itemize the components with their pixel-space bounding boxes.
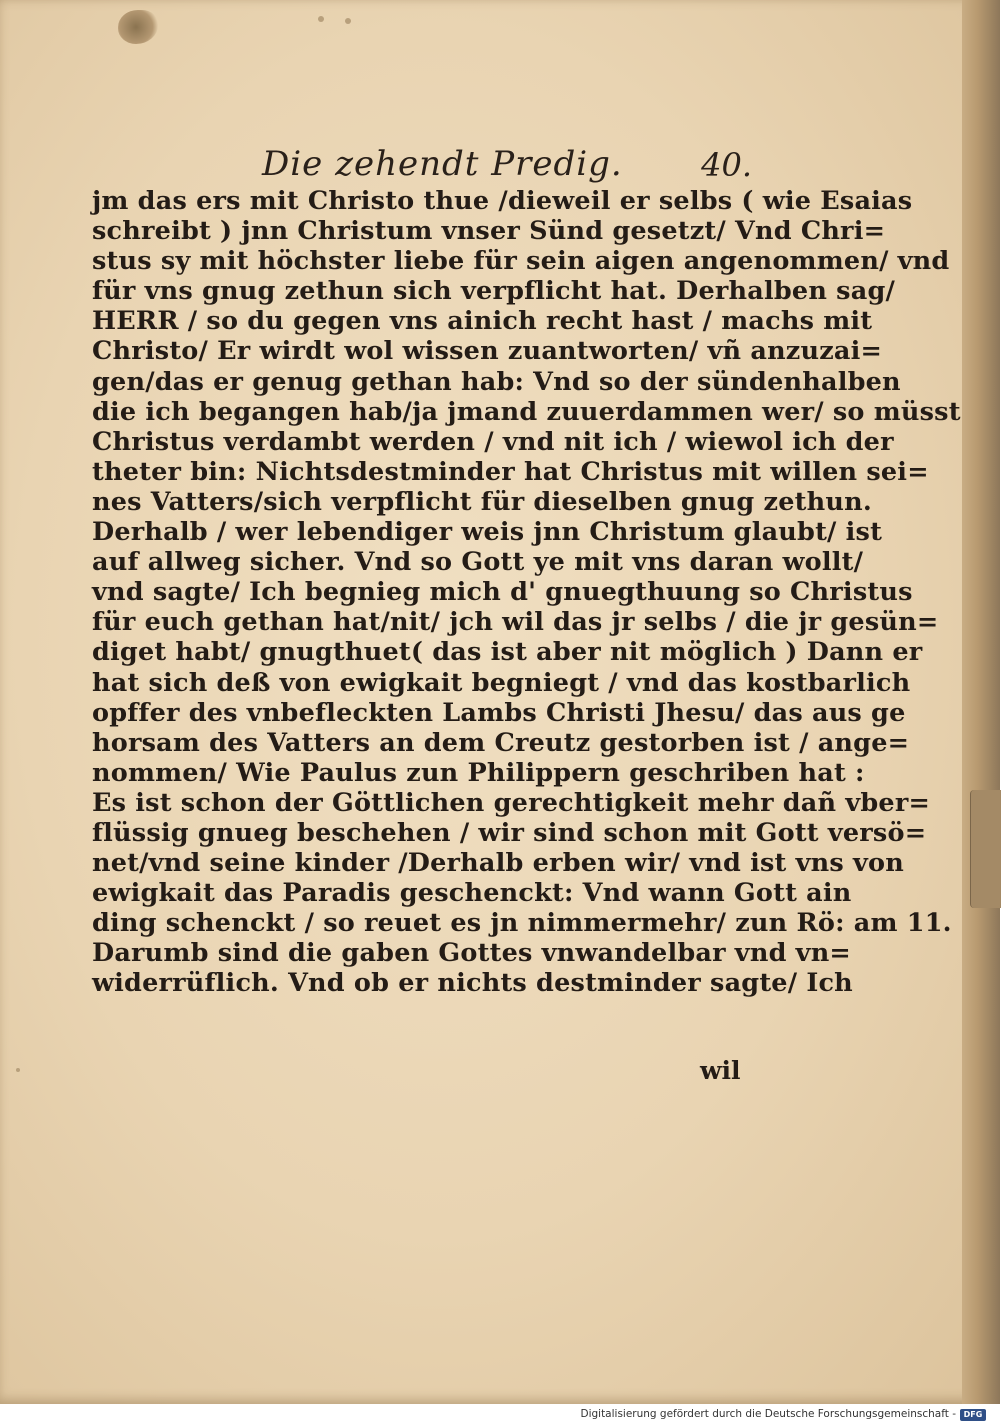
text-line: Es ist schon der Göttlichen gerechtigkeit mehr dañ vber=	[92, 787, 931, 818]
catchword: wil	[700, 1056, 741, 1085]
text-line: jm das ers mit Christo thue /dieweil er selbs ( wie Esaias	[92, 186, 913, 216]
text-line: Christus verdambt werden / vnd nit ich / wiewol ich der	[92, 426, 894, 457]
text-line: für euch gethan hat/nit/ jch wil das jr selbs / die jr gesün=	[92, 607, 939, 638]
text-line: auf allweg sicher. Vnd so Gott ye mit vns daran wollt/	[92, 547, 864, 578]
ink-dot	[318, 16, 324, 22]
text-line: flüssig gnueg beschehen / wir sind schon mit Gott versö=	[92, 817, 927, 848]
text-line: vnd sagte/ Ich begnieg mich d' gnuegthuung so Christus	[92, 577, 913, 608]
text-line: nommen/ Wie Paulus zun Philippern geschriben hat :	[92, 757, 865, 788]
text-line: theter bin: Nichtsdestminder hat Christus mit willen sei=	[92, 456, 929, 487]
text-line: Christo/ Er wirdt wol wissen zuantworten/ vñ anzuzai=	[92, 336, 883, 367]
text-line: Derhalb / wer lebendiger weis jnn Christum glaubt/ ist	[92, 517, 883, 548]
dfg-logo: DFG	[960, 1409, 986, 1421]
text-line: gen/das er genug gethan hab: Vnd so der sündenhalben	[92, 366, 901, 397]
body-text	[92, 186, 961, 999]
text-line: horsam des Vatters an dem Creutz gestorben ist / ange=	[92, 727, 910, 758]
text-line: stus sy mit höchster liebe für sein aigen angenommen/ vnd	[92, 246, 950, 277]
text-line: ewigkait das Paradis geschenckt: Vnd wann Gott ain	[92, 878, 852, 909]
running-header	[262, 132, 752, 184]
text-line: für vns gnug zethun sich verpflicht hat. Derhalben sag/	[92, 276, 895, 307]
text-line: schreibt ) jnn Christum vnser Sünd gesetzt/ Vnd Chri=	[92, 216, 886, 247]
text-line: diget habt/ gnugthuet( das ist aber nit möglich ) Dann er	[92, 637, 923, 668]
text-line: Darumb sind die gaben Gottes vnwandelbar vnd vn=	[92, 938, 851, 969]
text-line: opffer des vnbefleckten Lambs Christi Jhesu/ das aus ge	[92, 697, 906, 728]
text-line: ding schenckt / so reuet es jn nimmermehr/ zun Rö: am 11.	[92, 908, 952, 939]
ink-dot	[16, 1068, 20, 1072]
text-line: nes Vatters/sich verpflicht für dieselben gnug zethun.	[92, 486, 872, 517]
folio-number: 40.	[701, 146, 752, 184]
text-line: widerrüflich. Vnd ob er nichts destminder sagte/ Ich	[92, 968, 853, 999]
ink-dot	[345, 18, 351, 24]
text-line: hat sich deß von ewigkait begniegt / vnd das kostbarlich	[92, 667, 911, 698]
header-title: Die zehendt Predig.	[262, 144, 623, 184]
page-edge-tab	[970, 790, 1001, 908]
text-line: net/vnd seine kinder /Derhalb erben wir/ vnd ist vns von	[92, 848, 904, 879]
text-line: die ich begangen hab/ja jmand zuuerdammen wer/ so müsst	[92, 396, 961, 427]
footer-credit: Digitalisierung gefördert durch die Deutsche Forschungsgemeinschaft -	[580, 1408, 956, 1420]
digitization-footer	[0, 1404, 1000, 1426]
page-edge	[962, 0, 1000, 1404]
text-line: HERR / so du gegen vns ainich recht hast / machs mit	[92, 306, 873, 337]
